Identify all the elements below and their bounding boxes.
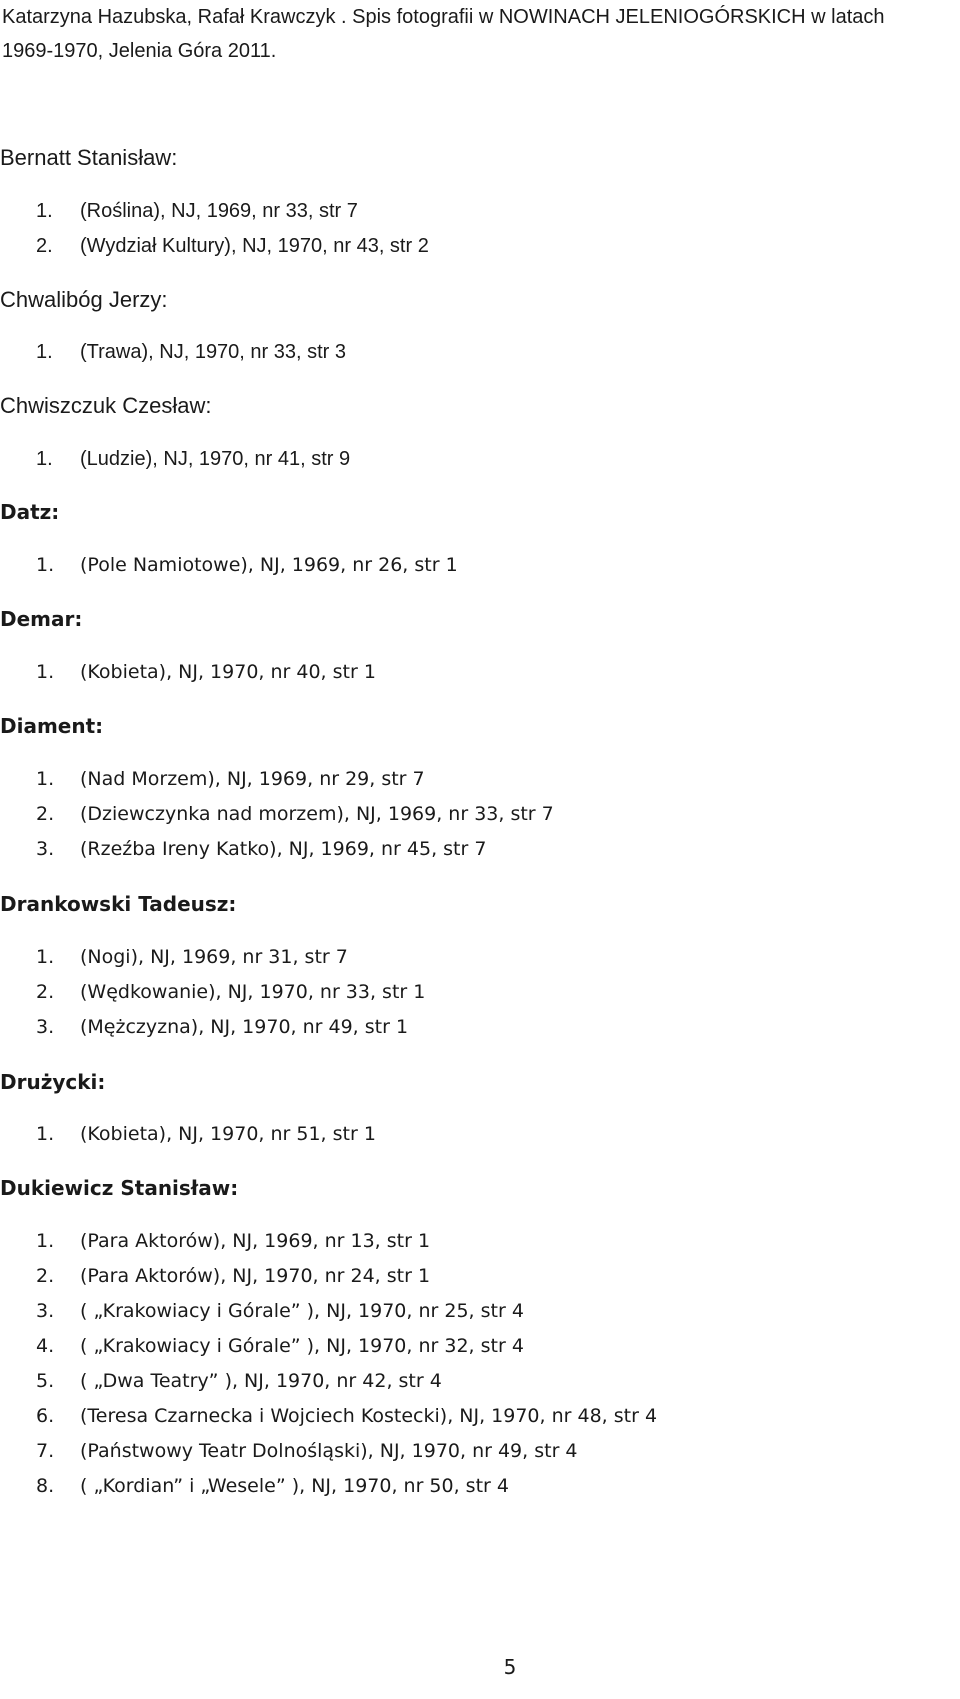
item-number: 3. xyxy=(36,838,55,860)
section-heading: Drankowski Tadeusz: xyxy=(0,892,237,916)
section-heading: Bernatt Stanisław: xyxy=(0,145,178,170)
document-header xyxy=(2,0,952,68)
item-number: 2. xyxy=(36,981,55,1003)
item-text: (Nad Morzem), NJ, 1969, nr 29, str 7 xyxy=(80,768,425,790)
section-heading: Chwiszczuk Czesław: xyxy=(0,393,212,418)
item-text: (Pole Namiotowe), NJ, 1969, nr 26, str 1 xyxy=(80,554,458,576)
item-number: 4. xyxy=(36,1335,55,1357)
item-number: 5. xyxy=(36,1370,55,1392)
item-number: 8. xyxy=(36,1475,55,1497)
item-text: ( „Krakowiacy i Górale” ), NJ, 1970, nr 32, str 4 xyxy=(80,1335,524,1357)
item-text: (Mężczyzna), NJ, 1970, nr 49, str 1 xyxy=(80,1016,409,1038)
item-text: (Nogi), NJ, 1969, nr 31, str 7 xyxy=(80,946,348,968)
item-text: (Kobieta), NJ, 1970, nr 51, str 1 xyxy=(80,1123,376,1145)
item-number: 1. xyxy=(36,448,53,470)
item-text: (Trawa), NJ, 1970, nr 33, str 3 xyxy=(80,341,347,363)
item-number: 1. xyxy=(36,200,53,222)
item-number: 1. xyxy=(36,768,55,790)
item-number: 2. xyxy=(36,235,53,257)
item-text: (Państwowy Teatr Dolnośląski), NJ, 1970, nr 49, str 4 xyxy=(80,1440,578,1462)
section-heading: Diament: xyxy=(0,714,104,738)
header-line-2: 1969-1970, Jelenia Góra 2011. xyxy=(2,40,277,62)
header-line-1: Katarzyna Hazubska, Rafał Krawczyk . Spis fotografii w NOWINACH JELENIOGÓRSKICH w latach xyxy=(2,6,885,28)
item-number: 7. xyxy=(36,1440,55,1462)
item-text: ( „Kordian” i „Wesele” ), NJ, 1970, nr 50, str 4 xyxy=(80,1475,509,1497)
item-text: (Roślina), NJ, 1969, nr 33, str 7 xyxy=(80,200,358,222)
section-heading: Drużycki: xyxy=(0,1070,106,1094)
section-heading: Datz: xyxy=(0,500,60,524)
page-number: 5 xyxy=(503,1655,517,1679)
item-text: (Wydział Kultury), NJ, 1970, nr 43, str 2 xyxy=(80,235,429,257)
item-number: 1. xyxy=(36,946,55,968)
item-number: 1. xyxy=(36,554,55,576)
item-number: 6. xyxy=(36,1405,55,1427)
section-heading: Chwalibóg Jerzy: xyxy=(0,287,168,312)
item-number: 1. xyxy=(36,1123,55,1145)
item-text: (Wędkowanie), NJ, 1970, nr 33, str 1 xyxy=(80,981,426,1003)
item-number: 1. xyxy=(36,341,53,363)
item-text: (Ludzie), NJ, 1970, nr 41, str 9 xyxy=(80,448,351,470)
item-number: 3. xyxy=(36,1300,55,1322)
item-text: (Teresa Czarnecka i Wojciech Kostecki), NJ, 1970, nr 48, str 4 xyxy=(80,1405,658,1427)
item-text: (Rzeźba Ireny Katko), NJ, 1969, nr 45, str 7 xyxy=(80,838,487,860)
item-text: ( „Krakowiacy i Górale” ), NJ, 1970, nr 25, str 4 xyxy=(80,1300,524,1322)
item-text: (Para Aktorów), NJ, 1969, nr 13, str 1 xyxy=(80,1230,431,1252)
section-heading: Demar: xyxy=(0,607,83,631)
item-text: (Para Aktorów), NJ, 1970, nr 24, str 1 xyxy=(80,1265,431,1287)
item-text: (Dziewczynka nad morzem), NJ, 1969, nr 33, str 7 xyxy=(80,803,554,825)
item-number: 3. xyxy=(36,1016,55,1038)
item-number: 2. xyxy=(36,803,55,825)
section-heading: Dukiewicz Stanisław: xyxy=(0,1176,239,1200)
item-number: 1. xyxy=(36,1230,55,1252)
item-number: 1. xyxy=(36,661,55,683)
item-text: (Kobieta), NJ, 1970, nr 40, str 1 xyxy=(80,661,376,683)
item-number: 2. xyxy=(36,1265,55,1287)
item-text: ( „Dwa Teatry” ), NJ, 1970, nr 42, str 4 xyxy=(80,1370,442,1392)
